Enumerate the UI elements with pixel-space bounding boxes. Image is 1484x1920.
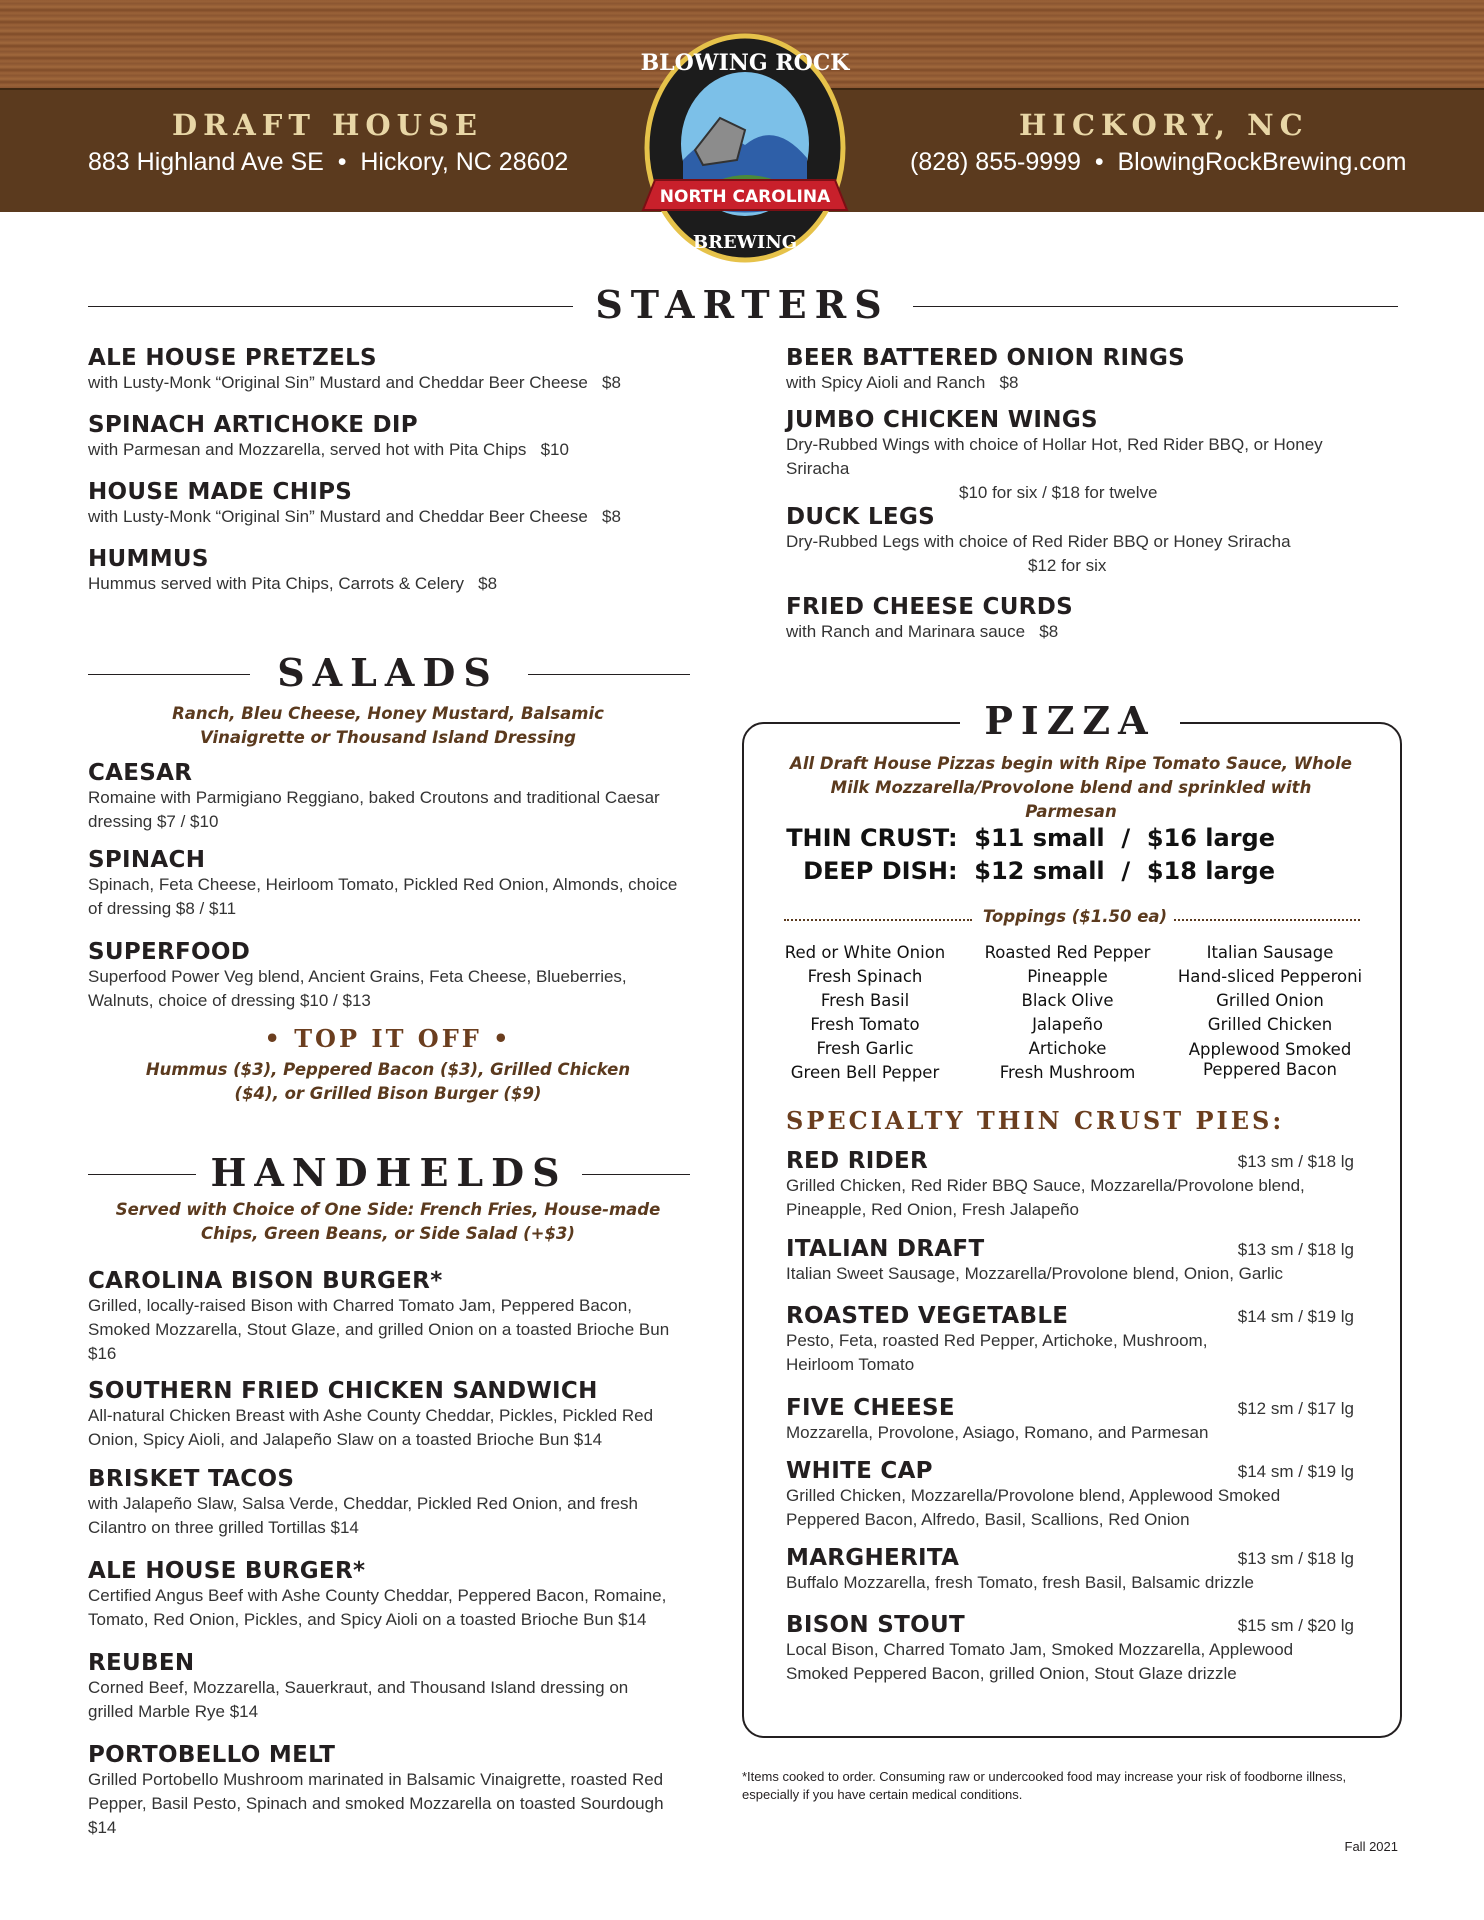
topping: Italian Sausage (1206, 943, 1334, 962)
item-desc: Superfood Power Veg blend, Ancient Grains, Feta Cheese, Blueberries, Walnuts, choice of dressing $10 / $13 (88, 967, 627, 1010)
item-price: $10 for six / $18 for twelve (959, 483, 1158, 502)
topping: Pineapple (1027, 967, 1108, 986)
logo-top-text: BLOWING ROCK (640, 50, 850, 76)
pie-item (786, 1148, 1354, 1236)
starters-right-column (786, 345, 1346, 644)
item-desc: with Spicy Aioli and Ranch $8 (786, 373, 1019, 392)
item-name: PORTOBELLO MELT (88, 1742, 336, 1768)
item-desc: Hummus served with Pita Chips, Carrots & Celery $8 (88, 574, 498, 593)
item-desc: with Lusty-Monk “Original Sin” Mustard and Cheddar Beer Cheese $8 (88, 373, 621, 392)
topping: Jalapeño (1032, 1015, 1103, 1034)
item-name: DUCK LEGS (786, 504, 935, 530)
topping: Grilled Chicken (1207, 1015, 1333, 1034)
toppings-column-2 (970, 941, 1165, 1085)
item-name: REUBEN (88, 1650, 195, 1676)
menu-item (786, 407, 1346, 504)
item-desc: Grilled, locally-raised Bison with Charred Tomato Jam, Peppered Bacon, Smoked Mozzarella, Stout Glaze, and grilled Onion on a toasted Brioche Bun $16 (88, 1296, 670, 1363)
menu-item (88, 479, 688, 546)
handhelds-list (88, 1268, 694, 1840)
topping: Fresh Mushroom (999, 1063, 1136, 1082)
pizza-note: All Draft House Pizzas begin with Ripe Tomato Sauce, Whole Milk Mozzarella/Provolone blend and sprinkled with Parmesan (790, 754, 1352, 821)
menu-item (88, 1378, 694, 1466)
brewery-logo (625, 30, 865, 275)
topping: Fresh Spinach (807, 967, 923, 986)
item-desc: Romaine with Parmigiano Reggiano, baked Croutons and traditional Caesar dressing $7 / $10 (88, 788, 660, 831)
menu-item (786, 504, 1346, 594)
item-name: HOUSE MADE CHIPS (88, 479, 353, 505)
right-title: HICKORY, NC (1019, 108, 1309, 142)
logo-bottom-text: BREWING (692, 232, 798, 253)
topping: Roasted Red Pepper (984, 943, 1151, 962)
item-desc: Spinach, Feta Cheese, Heirloom Tomato, Pickled Red Onion, Almonds, choice of dressing $8 / $11 (88, 875, 678, 918)
pie-item (786, 1303, 1354, 1395)
item-name: BRISKET TACOS (88, 1466, 295, 1492)
topping: Hand-sliced Pepperoni (1177, 967, 1363, 986)
item-name: CAESAR (88, 760, 193, 786)
item-desc: Dry-Rubbed Legs with choice of Red Rider BBQ or Honey Sriracha (786, 532, 1291, 551)
top-it-off-note: Hummus ($3), Peppered Bacon ($3), Grilled Chicken ($4), or Grilled Bison Burger ($9) (145, 1060, 631, 1103)
item-name: BEER BATTERED ONION RINGS (786, 345, 1185, 371)
dressing-note: Ranch, Bleu Cheese, Honey Mustard, Balsamic Vinaigrette or Thousand Island Dressing (172, 704, 604, 747)
salads-list (88, 760, 688, 1013)
divider (913, 306, 1398, 307)
starters-left-column (88, 345, 688, 596)
menu-item (88, 546, 688, 596)
pie-name: FIVE CHEESE (786, 1395, 955, 1421)
toppings-title: Toppings ($1.50 ea) (982, 907, 1168, 926)
item-desc: with Ranch and Marinara sauce $8 (786, 622, 1059, 641)
item-desc: Certified Angus Beef with Ashe County Cheddar, Peppered Bacon, Romaine, Tomato, Red Onion, Pickles, and Spicy Aioli on a toasted Brioche Bun $14 (88, 1586, 667, 1629)
side-note: Served with Choice of One Side: French Fries, House-made Chips, Green Beans, or Side Salad (+$3) (115, 1200, 661, 1243)
pie-item (786, 1458, 1354, 1545)
dotted-divider (1174, 919, 1360, 921)
toppings-column-3 (1170, 941, 1370, 1080)
pie-name: MARGHERITA (786, 1545, 960, 1571)
menu-item (88, 847, 688, 939)
pie-price: $13 sm / $18 lg (1237, 1549, 1354, 1568)
pie-name: ROASTED VEGETABLE (786, 1303, 1069, 1329)
pie-item (786, 1236, 1354, 1303)
thin-crust-price: THIN CRUST: $11 small / $16 large (786, 824, 1275, 852)
item-desc: Dry-Rubbed Wings with choice of Hollar Hot, Red Rider BBQ, or Honey Sriracha (786, 435, 1323, 478)
pie-desc: Italian Sweet Sausage, Mozzarella/Provolone blend, Onion, Garlic (786, 1264, 1284, 1283)
item-name: SOUTHERN FRIED CHICKEN SANDWICH (88, 1378, 598, 1404)
logo-banner-text: NORTH CAROLINA (659, 187, 831, 207)
item-desc: with Parmesan and Mozzarella, served hot with Pita Chips $10 (88, 440, 569, 459)
pie-price: $15 sm / $20 lg (1237, 1616, 1354, 1635)
topping: Grilled Onion (1216, 991, 1324, 1010)
pie-desc: Pesto, Feta, roasted Red Pepper, Artichoke, Mushroom, Heirloom Tomato (786, 1331, 1208, 1374)
topping: Fresh Tomato (810, 1015, 920, 1034)
pie-desc: Mozzarella, Provolone, Asiago, Romano, and Parmesan (786, 1423, 1209, 1442)
dotted-divider (784, 919, 972, 921)
pie-price: $13 sm / $18 lg (1237, 1240, 1354, 1259)
edition-label: Fall 2021 (1344, 1839, 1398, 1854)
starters-title: STARTERS (595, 282, 890, 327)
menu-item (88, 939, 688, 1013)
specialty-title: SPECIALTY THIN CRUST PIES: (786, 1106, 1285, 1135)
topping: Green Bell Pepper (790, 1063, 940, 1082)
topping: Red or White Onion (784, 943, 946, 962)
pie-name: WHITE CAP (786, 1458, 933, 1484)
pie-price: $13 sm / $18 lg (1237, 1152, 1354, 1171)
divider (88, 306, 573, 307)
divider (88, 674, 250, 675)
item-desc: Grilled Portobello Mushroom marinated in Balsamic Vinaigrette, roasted Red Pepper, Basil Pesto, Spinach and smoked Mozzarella on toasted Sourdough $14 (88, 1770, 664, 1837)
topping: Artichoke (1028, 1039, 1107, 1058)
item-price: $12 for six (1028, 556, 1107, 575)
item-name: SPINACH (88, 847, 206, 873)
contact-info: (828) 855-9999 • BlowingRockBrewing.com (910, 148, 1407, 176)
menu-item (786, 594, 1346, 644)
menu-item (88, 1558, 694, 1650)
top-it-off-title: • TOP IT OFF • (264, 1024, 512, 1053)
left-title: DRAFT HOUSE (172, 108, 484, 142)
divider (528, 674, 690, 675)
pie-desc: Local Bison, Charred Tomato Jam, Smoked Mozzarella, Applewood Smoked Peppered Bacon, grilled Onion, Stout Glaze drizzle (786, 1640, 1294, 1683)
pie-price: $14 sm / $19 lg (1237, 1462, 1354, 1481)
menu-item (88, 1268, 694, 1378)
item-name: ALE HOUSE BURGER* (88, 1558, 366, 1584)
item-desc: Corned Beef, Mozzarella, Sauerkraut, and Thousand Island dressing on grilled Marble Rye $14 (88, 1678, 629, 1721)
pie-item (786, 1545, 1354, 1612)
item-name: CAROLINA BISON BURGER* (88, 1268, 443, 1294)
menu-item (88, 412, 688, 479)
disclaimer: *Items cooked to order. Consuming raw or undercooked food may increase your risk of foodborne illness, especially if you have certain medical conditions. (742, 1769, 1347, 1802)
toppings-column-1 (770, 941, 960, 1085)
pie-item (786, 1612, 1354, 1686)
item-name: SUPERFOOD (88, 939, 251, 965)
handhelds-title: HANDHELDS (210, 1150, 568, 1195)
menu-item (88, 1466, 694, 1558)
pie-name: ITALIAN DRAFT (786, 1236, 985, 1262)
menu-item (88, 1742, 694, 1840)
specialty-pies-list (786, 1148, 1354, 1686)
pie-name: RED RIDER (786, 1148, 929, 1174)
menu-item (88, 760, 688, 847)
menu-item (88, 345, 688, 412)
topping: Black Olive (1021, 991, 1114, 1010)
pie-item (786, 1395, 1354, 1458)
topping: Fresh Basil (820, 991, 910, 1010)
menu-item (786, 345, 1346, 407)
divider (582, 1174, 690, 1175)
address: 883 Highland Ave SE • Hickory, NC 28602 (88, 148, 569, 176)
topping: Applewood Smoked Peppered Bacon (1188, 1040, 1352, 1079)
item-name: HUMMUS (88, 546, 209, 572)
pie-desc: Buffalo Mozzarella, fresh Tomato, fresh Basil, Balsamic drizzle (786, 1573, 1255, 1592)
pizza-title: PIZZA (984, 698, 1156, 743)
salads-title: SALADS (277, 650, 499, 695)
pie-desc: Grilled Chicken, Mozzarella/Provolone blend, Applewood Smoked Peppered Bacon, Alfredo, Basil, Scallions, Red Onion (786, 1486, 1281, 1529)
item-name: JUMBO CHICKEN WINGS (786, 407, 1098, 433)
pie-name: BISON STOUT (786, 1612, 965, 1638)
item-name: SPINACH ARTICHOKE DIP (88, 412, 418, 438)
divider (88, 1174, 196, 1175)
item-name: FRIED CHEESE CURDS (786, 594, 1073, 620)
topping: Fresh Garlic (816, 1039, 914, 1058)
menu-item (88, 1650, 694, 1742)
pie-desc: Grilled Chicken, Red Rider BBQ Sauce, Mozzarella/Provolone blend, Pineapple, Red Onion, Fresh Jalapeño (786, 1176, 1305, 1219)
item-desc: All-natural Chicken Breast with Ashe County Cheddar, Pickles, Pickled Red Onion, Spicy Aioli, and Jalapeño Slaw on a toasted Brioche Bun $14 (88, 1406, 654, 1449)
pie-price: $14 sm / $19 lg (1237, 1307, 1354, 1326)
item-name: ALE HOUSE PRETZELS (88, 345, 377, 371)
item-desc: with Jalapeño Slaw, Salsa Verde, Cheddar, Pickled Red Onion, and fresh Cilantro on three grilled Tortillas $14 (88, 1494, 639, 1537)
pie-price: $12 sm / $17 lg (1237, 1399, 1354, 1418)
item-desc: with Lusty-Monk “Original Sin” Mustard and Cheddar Beer Cheese $8 (88, 507, 621, 526)
deep-dish-price: DEEP DISH: $12 small / $18 large (803, 857, 1275, 885)
